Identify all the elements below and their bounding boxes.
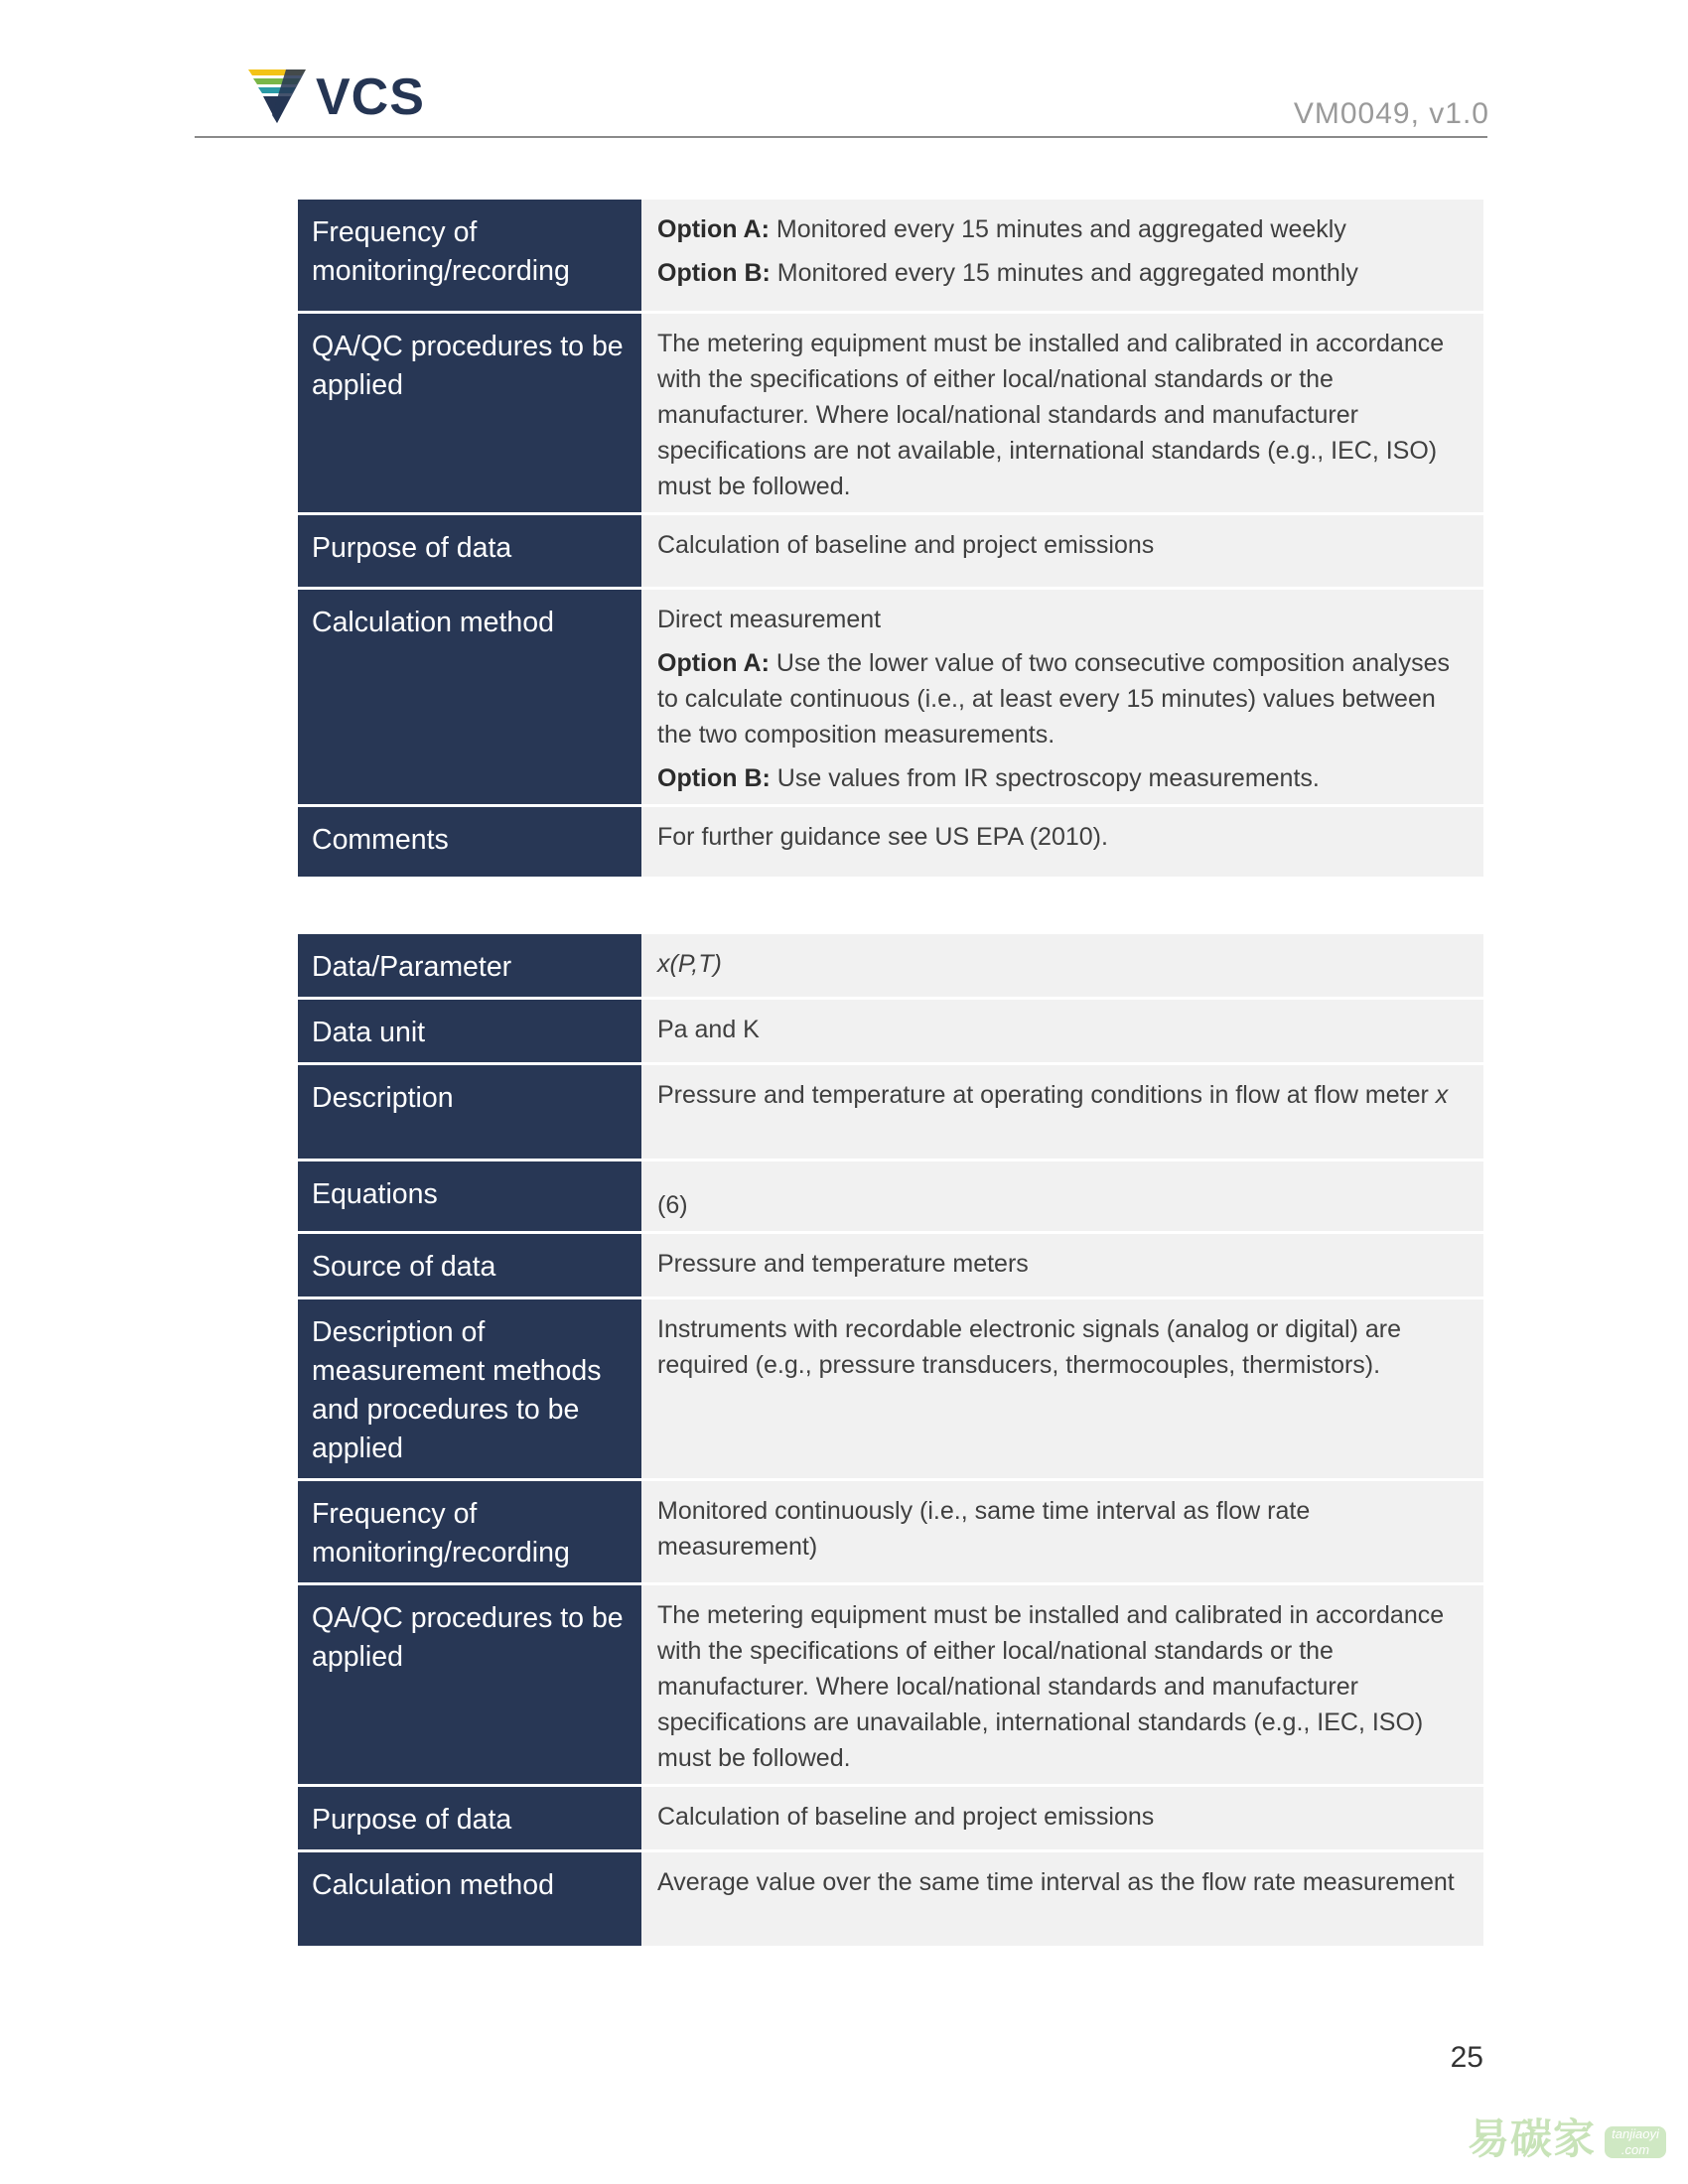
- table-row: [298, 1161, 1483, 1231]
- value-paragraph: Option A: Monitored every 15 minutes and aggregated weekly: [657, 215, 1346, 243]
- row-value: [641, 1585, 1483, 1784]
- value-paragraph: Calculation of baseline and project emissions: [657, 531, 1155, 559]
- parameter-table-1: [298, 197, 1483, 880]
- row-value: [641, 1787, 1483, 1849]
- row-label: Comments: [298, 807, 641, 877]
- value-paragraph: Option B: Use values from IR spectroscopy measurements.: [657, 764, 1320, 792]
- row-value: [641, 1852, 1483, 1946]
- row-value: [641, 1161, 1483, 1231]
- option-label: Option B:: [657, 259, 771, 287]
- document-id: VM0049, v1.0: [1293, 97, 1489, 130]
- table-row: [298, 1787, 1483, 1849]
- value-paragraph: (6): [657, 1191, 688, 1219]
- row-value: [641, 1481, 1483, 1582]
- value-paragraph: Calculation of baseline and project emissions: [657, 1803, 1155, 1831]
- vcs-chevron-icon: [246, 66, 310, 127]
- row-label: Source of data: [298, 1234, 641, 1297]
- value-paragraph: Option A: Use the lower value of two consecutive composition analyses to calculate continuous (i.e., at least every 15 minutes) values between the two composition measurements.: [657, 649, 1451, 749]
- page-number: 25: [1450, 2041, 1483, 2074]
- table-row: [298, 1852, 1483, 1946]
- table-row: [298, 1481, 1483, 1582]
- row-label: Data/Parameter: [298, 934, 641, 997]
- row-label: Purpose of data: [298, 515, 641, 587]
- table-row: [298, 1000, 1483, 1062]
- value-paragraph: [657, 946, 1470, 982]
- parameter-symbol: x: [1435, 1081, 1449, 1109]
- value-paragraph: Average value over the same time interval as the flow rate measurement: [657, 1868, 1455, 1896]
- row-value: [641, 934, 1483, 997]
- parameter-symbol: x(P,T): [657, 950, 722, 978]
- option-label: Option A:: [657, 649, 770, 677]
- logo-text: VCS: [316, 68, 425, 126]
- option-label: Option A:: [657, 215, 770, 243]
- value-paragraph: Pressure and temperature meters: [657, 1250, 1029, 1278]
- row-value: [641, 314, 1483, 512]
- row-value: [641, 1000, 1483, 1062]
- value-paragraph: For further guidance see US EPA (2010).: [657, 823, 1108, 851]
- row-value: [641, 590, 1483, 804]
- value-paragraph: The metering equipment must be installed and calibrated in accordance with the specifications of either local/national standards or the manufacturer. Where local/national standards and manufacturer specifications are not available, international standards (e.g., IEC, ISO) must be followed.: [657, 330, 1445, 500]
- page-header: [0, 0, 1688, 139]
- table-row: [298, 314, 1483, 512]
- option-label: Option B:: [657, 764, 771, 792]
- table-row: [298, 934, 1483, 997]
- parameter-table-2: [298, 931, 1483, 1949]
- header-divider: [195, 136, 1487, 138]
- vcs-logo: [246, 66, 445, 127]
- row-label: Data unit: [298, 1000, 641, 1062]
- row-label: QA/QC procedures to be applied: [298, 314, 641, 512]
- table-row: [298, 1065, 1483, 1159]
- value-paragraph: Instruments with recordable electronic signals (analog or digital) are required (e.g., pressure transducers, thermocouples, thermistors).: [657, 1315, 1401, 1379]
- value-paragraph: Pressure and temperature at operating conditions in flow at flow meter x: [657, 1081, 1449, 1109]
- table-row: [298, 515, 1483, 587]
- watermark-domain: tanjiaoyi .com: [1605, 2126, 1666, 2158]
- row-value: [641, 515, 1483, 587]
- row-label: Calculation method: [298, 1852, 641, 1946]
- value-paragraph: Option B: Monitored every 15 minutes and aggregated monthly: [657, 259, 1358, 287]
- row-value: [641, 1065, 1483, 1159]
- table-row: [298, 1585, 1483, 1784]
- row-value: [641, 807, 1483, 877]
- value-paragraph: The metering equipment must be installed and calibrated in accordance with the specifications of either local/national standards or the manufacturer. Where local/national standards and manufacturer specifications are unavailable, international standards (e.g., IEC, ISO) must be followed.: [657, 1601, 1445, 1772]
- table-row: [298, 807, 1483, 877]
- row-label: Purpose of data: [298, 1787, 641, 1849]
- value-paragraph: Pa and K: [657, 1016, 760, 1043]
- row-label: Description of measurement methods and procedures to be applied: [298, 1299, 641, 1478]
- watermark-logo: [1468, 2107, 1666, 2166]
- row-value: [641, 1299, 1483, 1478]
- row-value: [641, 1234, 1483, 1297]
- row-label: Frequency of monitoring/recording: [298, 200, 641, 311]
- row-label: Equations: [298, 1161, 641, 1231]
- row-label: QA/QC procedures to be applied: [298, 1585, 641, 1784]
- table-row: [298, 1299, 1483, 1478]
- row-value: [641, 200, 1483, 311]
- row-label: Description: [298, 1065, 641, 1159]
- row-label: Frequency of monitoring/recording: [298, 1481, 641, 1582]
- table-row: [298, 200, 1483, 311]
- table-row: [298, 1234, 1483, 1297]
- watermark-text: 易碳家: [1468, 2116, 1597, 2162]
- value-paragraph: Monitored continuously (i.e., same time interval as flow rate measurement): [657, 1497, 1311, 1561]
- value-paragraph: Direct measurement: [657, 606, 882, 633]
- row-label: Calculation method: [298, 590, 641, 804]
- table-row: [298, 590, 1483, 804]
